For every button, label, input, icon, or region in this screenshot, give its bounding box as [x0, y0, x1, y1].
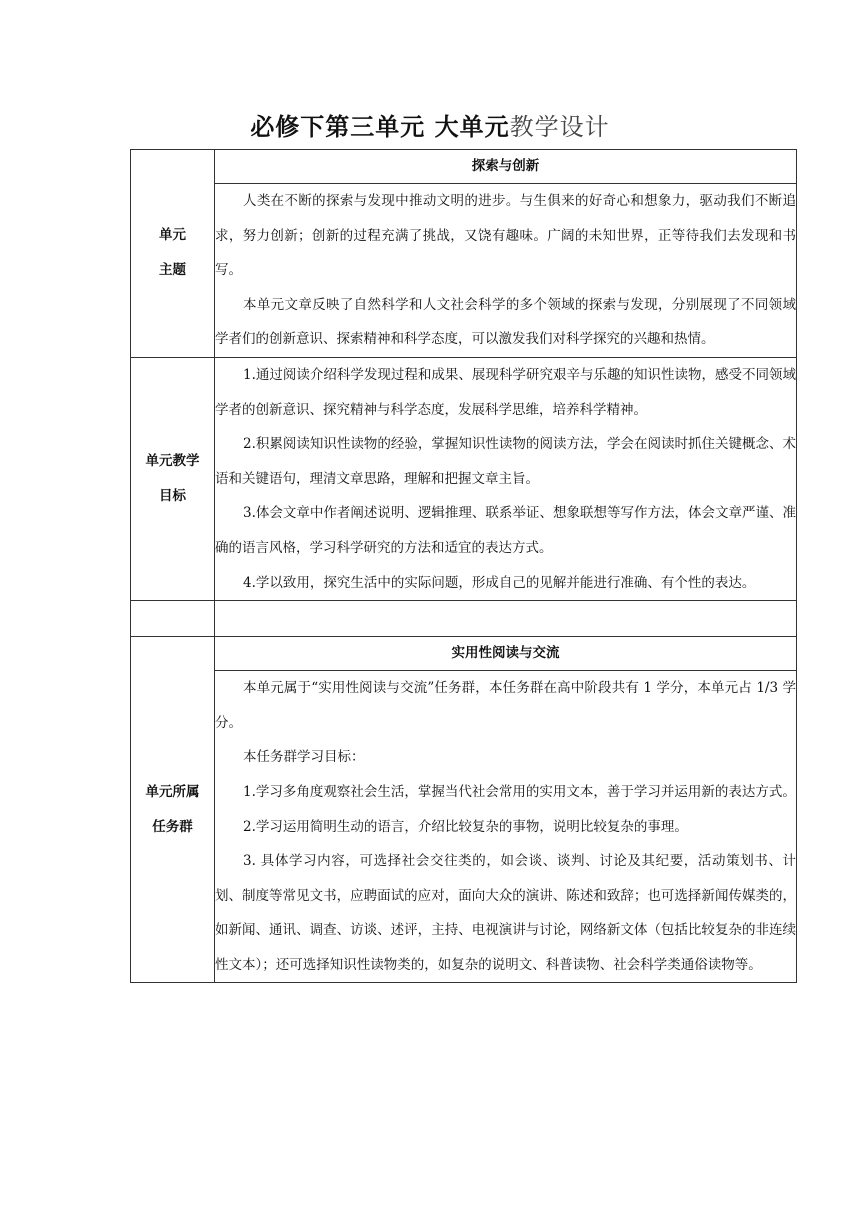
empty-cell-right	[215, 601, 797, 637]
goals-content	[215, 357, 797, 600]
task-paragraph-2: 本任务群学习目标：	[243, 749, 365, 766]
title-main: 必修下第三单元 大单元	[250, 113, 510, 141]
goal-item-4: 4.学以致用，探究生活中的实际问题，形成自己的见解并能进行准确、有个性的表达。	[243, 574, 756, 591]
title-suffix: 教学设计	[509, 113, 610, 141]
task-paragraph-3: 1.学习多角度观察社会生活，掌握当代社会常用的实用文本，善于学习并运用新的表达方式。	[243, 783, 796, 800]
goals-label-line-2: 目标	[159, 488, 186, 505]
theme-paragraph-2: 本单元文章反映了自然科学和人文社会科学的多个领域的探索与发现，分别展现了不同领域学者们的创新意识、探索精神和科学态度，可以激发我们对科学探究的兴趣和热情。	[215, 296, 796, 348]
task-label-line-1: 单元所属	[145, 783, 200, 800]
theme-paragraph-1: 人类在不断的探索与发现中推动文明的进步。与生俱来的好奇心和想象力，驱动我们不断追求，努力创新；创新的过程充满了挑战，又饶有趣味。广阔的未知世界，正等待我们去发现和书写。	[215, 193, 796, 279]
goal-item-3: 3.体会文章中作者阐述说明、逻辑推理、联系举证、想象联想等写作方法，体会文章严谨、准确的语言风格，学习科学研究的方法和适宜的表达方式。	[215, 505, 796, 556]
task-paragraph-5: 3. 具体学习内容，可选择社会交往类的，如会谈、谈判、讨论及其纪要，活动策划书、计划、制度等常见文书，应聘面试的应对，面向大众的演讲、陈述和致辞；也可选择新闻传媒类的，如新闻、通讯、调查、访谈、述评，主持、电视演讲与讨论，网络新文体（包括比较复杂的非连续性文本）；还可选择知识性读物类的，如复杂的说明文、科普读物、社会科学类通俗读物等。	[215, 853, 796, 973]
empty-cell-left	[131, 601, 215, 637]
theme-label-line-1: 单元	[159, 227, 186, 244]
goal-item-2: 2.积累阅读知识性读物的经验，掌握知识性读物的阅读方法，学会在阅读时抓住关键概念、术语和关键语句，理清文章思路，理解和把握文章主旨。	[215, 436, 796, 487]
lesson-design-table	[130, 149, 797, 983]
task-label	[131, 637, 215, 983]
goals-label	[131, 357, 215, 600]
empty-row	[131, 601, 797, 637]
theme-header-row	[131, 150, 797, 184]
task-header: 实用性阅读与交流	[215, 637, 797, 671]
task-content	[215, 671, 797, 983]
goals-row	[131, 357, 797, 600]
task-paragraph-4: 2.学习运用简明生动的语言，介绍比较复杂的事物，说明比较复杂的事理。	[243, 818, 688, 835]
theme-label-line-2: 主题	[159, 262, 186, 279]
task-paragraph-1: 本单元属于“实用性阅读与交流”任务群，本任务群在高中阶段共有 1 学分，本单元占 1/3 学分。	[215, 680, 796, 731]
theme-label	[131, 150, 215, 358]
task-header-row	[131, 637, 797, 671]
task-content-row	[131, 671, 797, 983]
goal-item-1: 1.通过阅读介绍科学发现过程和成果、展现科学研究艰辛与乐趣的知识性读物，感受不同领域学者的创新意识、探究精神与科学态度，发展科学思维，培养科学精神。	[215, 366, 796, 418]
goals-label-line-1: 单元教学	[145, 453, 200, 470]
theme-content-row	[131, 184, 797, 358]
task-label-line-2: 任务群	[152, 818, 193, 835]
page-title	[0, 110, 860, 144]
theme-header: 探索与创新	[215, 150, 797, 184]
theme-content	[215, 184, 797, 358]
